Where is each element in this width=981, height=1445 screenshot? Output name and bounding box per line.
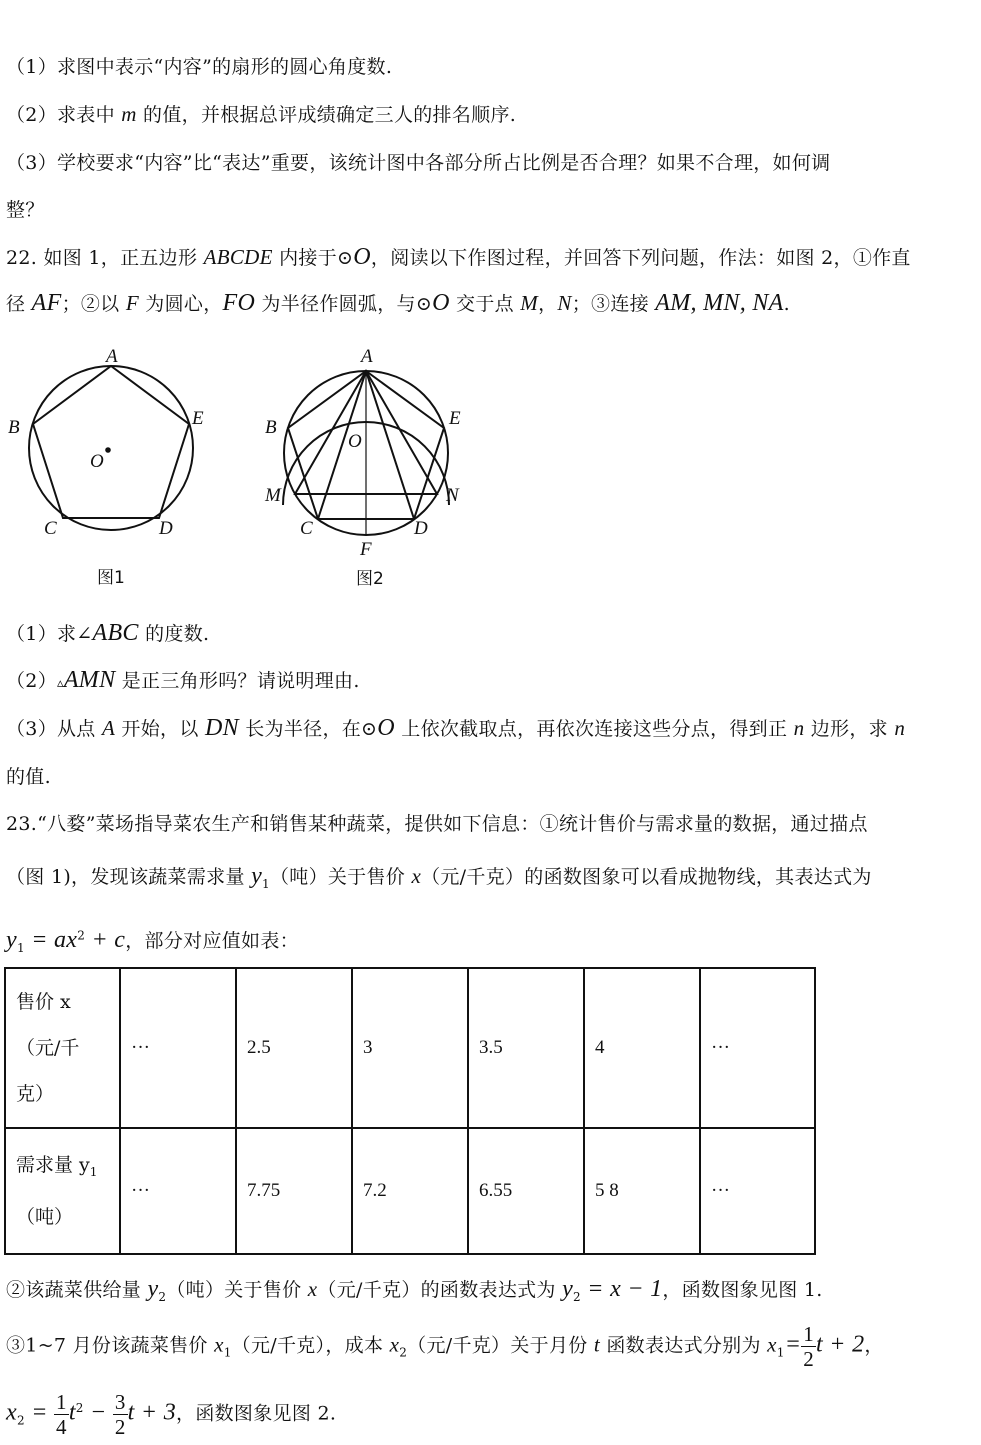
table-cell: 7.75	[236, 1128, 352, 1254]
fig1-label-d: D	[159, 518, 173, 539]
q22-stem-line2: 径 AF；②以 F 为圆心，FO 为半径作圆弧，与⊙O 交于点 M，N；③连接 AM, MN, NA.	[6, 290, 790, 316]
fig2-label-n: N	[446, 485, 459, 506]
q23-stem-line2: （图 1)，发现该蔬菜需求量 $y_1$（吨）关于售价 x（元/千克）的函数图象可以看成抛物线，其表达式为	[6, 863, 872, 891]
q23-stem-line3: $y_1 = ax^2 + c$，部分对应值如表：	[6, 927, 299, 955]
price-demand-table	[4, 967, 816, 1255]
figure-2	[283, 371, 449, 535]
q21-part2: （2）求表中 m 的值，并根据总评成绩确定三人的排名顺序.	[6, 102, 517, 126]
fig1-caption: 图1	[97, 568, 125, 588]
q23-info2: ②该蔬菜供给量 $y_2$（吨）关于售价 x（元/千克）的函数表达式为 $y_2 = x - 1$，函数图象见图 1.	[6, 1276, 823, 1304]
table-cell: 3.5	[468, 968, 584, 1128]
table-cell: ···	[700, 968, 815, 1128]
table-cell: 6.55	[468, 1128, 584, 1254]
fig2-label-b: B	[265, 417, 277, 438]
q22-part2: （2）▵AMN 是正三角形吗？请说明理由.	[6, 667, 360, 693]
table-cell: 3	[352, 968, 468, 1128]
q22-part3-cont: 的值.	[6, 766, 51, 788]
fig2-label-o: O	[348, 431, 362, 452]
table-cell: ···	[120, 968, 236, 1128]
fig1-label-b: B	[8, 417, 20, 438]
q22-part1: （1）求∠ABC 的度数.	[6, 620, 210, 646]
fig2-label-e: E	[449, 408, 461, 429]
table-cell: ···	[700, 1128, 815, 1254]
fig1-labels	[8, 346, 204, 539]
fig1-circle	[29, 366, 193, 530]
fig2-label-m: M	[265, 485, 281, 506]
fig1-center-dot	[106, 448, 110, 452]
fig2-label-d: D	[414, 518, 428, 539]
table-row-demand	[5, 1128, 815, 1254]
q21-part3-cont: 整？	[6, 199, 45, 221]
fig2-label-f: F	[360, 539, 372, 560]
figure-1	[29, 366, 193, 530]
fig1-label-o: O	[90, 451, 104, 472]
table-header-price: 售价 x （元/千 克）	[5, 968, 120, 1128]
fig2-caption: 图2	[356, 569, 384, 589]
q21-part1: （1）求图中表示“内容”的扇形的圆心角度数.	[6, 56, 393, 78]
table-cell: 7.2	[352, 1128, 468, 1254]
table-cell: 2.5	[236, 968, 352, 1128]
q22-stem-line1: 22. 如图 1，正五边形 ABCDE 内接于⊙O，阅读以下作图过程，并回答下列问题，作法：如图 2，①作直	[6, 244, 911, 270]
fig2-line-ad	[366, 371, 414, 519]
fig1-pentagon	[33, 366, 189, 518]
q22-figures	[0, 330, 500, 600]
table-cell: ···	[120, 1128, 236, 1254]
table-row-price	[5, 968, 815, 1128]
q22-part3: （3）从点 A 开始，以 DN 长为半径，在⊙O 上依次截取点，再依次连接这些分点，得到正 n 边形，求 n	[6, 715, 906, 741]
fig2-label-a: A	[361, 346, 373, 367]
q23-stem-line1: 23.“八婺”菜场指导菜农生产和销售某种蔬菜，提供如下信息：①统计售价与需求量的数据，通过描点	[6, 813, 868, 835]
fig2-label-c: C	[300, 518, 313, 539]
q21-part3: （3）学校要求“内容”比“表达”重要，该统计图中各部分所占比例是否合理？如果不合理，如何调	[6, 152, 831, 174]
fig1-label-a: A	[106, 346, 118, 367]
fig1-label-e: E	[192, 408, 204, 429]
fig1-label-c: C	[44, 518, 57, 539]
table-cell: 5 8	[584, 1128, 700, 1254]
q23-info3-formula: $x_2$ = $\frac{1}{4}$ $t^2$ − $\frac{3}{2}$ t + 3，函数图象见图 2.	[6, 1390, 337, 1439]
table-header-demand: 需求量 $y_1$ （吨）	[5, 1128, 120, 1254]
q23-info3: ③1~7 月份该蔬菜售价 $x_1$（元/千克），成本 $x_2$（元/千克）关于月份 t 函数表达式分别为 $x_1=$ $\frac{1}{2}$ t + 2，	[6, 1322, 884, 1371]
table-cell: 4	[584, 968, 700, 1128]
